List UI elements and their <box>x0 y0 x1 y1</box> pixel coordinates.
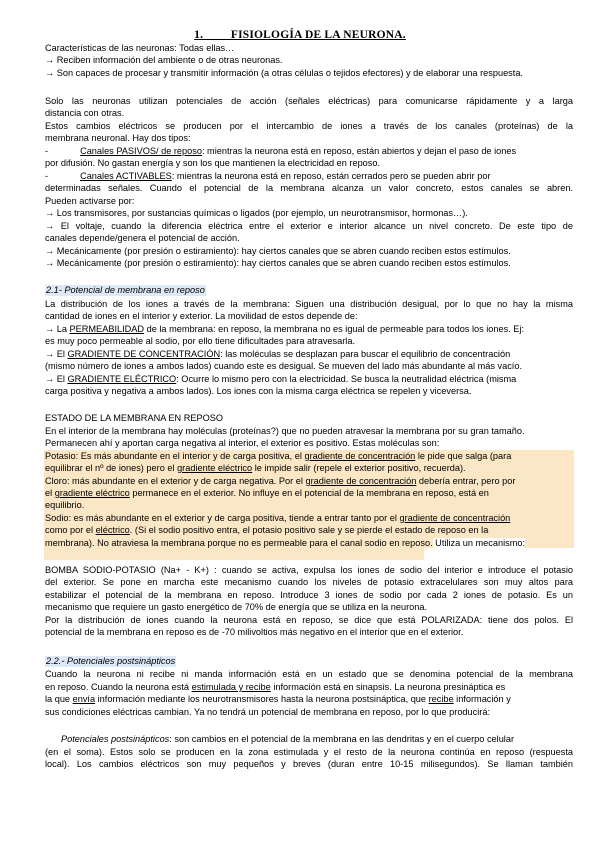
text-fragment: Potasio: Es más abundante en el interior y de carga positiva, el <box>45 451 305 461</box>
channel-passive-text: : mientras la neurona está en reposo, están abiertos y dejan el paso de iones <box>201 146 517 156</box>
text-fragment: membrana). No atraviesa la membrana porque no es permeable para el canal sodio en reposo. <box>45 538 433 548</box>
text-fragment: en reposo. Cuando la neurona está <box>45 682 192 692</box>
paragraph-line: potencial de la membrana en reposo es de -70 milivoltios más negativo en el interior que en el exterior. <box>45 627 464 637</box>
term-potenciales-postsinapticos: Potenciales postsinápticos <box>61 734 170 744</box>
text-fragment: información está en sinapsis. La neurona presináptica es <box>270 682 506 692</box>
paragraph-line: estabilizar el potencial de la membrana en reposo. Introduce 3 iones de sodio por cada 2 iones de potasio. Es un <box>45 590 573 600</box>
text-fragment: información mediante los neurotransmisores hasta la neurona postsináptica, que <box>95 694 429 704</box>
text-fragment: le pide que salga (para <box>415 451 512 461</box>
term-electrico: eléctrico <box>95 525 130 535</box>
paragraph-line <box>45 374 573 385</box>
text-fragment: información y <box>453 694 511 704</box>
term-passive-channels: Canales PASIVOS/ de reposo <box>80 146 202 156</box>
paragraph-line: → El voltaje, cuando la diferencia eléctrica entre el exterior e interior alcance un nivel concreto. De este tipo de <box>45 221 573 231</box>
subheading-estado: ESTADO DE LA MEMBRANA EN REPOSO <box>45 413 224 423</box>
text-fragment: : son cambios en el potencial de la membrana en las dendritas y en el cuerpo celular <box>169 734 515 744</box>
text-fragment: → El <box>45 349 68 359</box>
paragraph-line: BOMBA SODIO-POTASIO (Na+ - K+) : cuando se activa, expulsa los iones de sodio del interior e introduce el potasio <box>45 565 573 575</box>
term-envia: envía <box>72 694 96 704</box>
paragraph-line: mecanismo que requiere un gasto energético de 70% de energía que se utiliza en la neurona. <box>45 602 428 612</box>
channel-active-text: : mientras la neurona está en reposo, están cerrados pero se pueden abrir por <box>171 171 491 181</box>
paragraph-line: es muy poco permeable al sodio, por ello tiene dificultades para atravesarla. <box>45 336 355 346</box>
paragraph-line: distancia con otras. <box>45 108 125 118</box>
paragraph-line: sus condiciones eléctricas cambian. Ya no tendrá un potencial de membrana en reposo, por lo que producirá: <box>45 707 491 717</box>
term-active-channels: Canales ACTIVABLES <box>80 171 172 181</box>
paragraph-line: Por la distribución de iones cuando la neurona está en reposo, se dice que está POLARIZADA: tiene dos polos. El <box>45 615 573 625</box>
section-heading-2-2: 2.2.- Potenciales postsinápticos <box>46 656 176 666</box>
paragraph-line: Pueden activarse por: <box>45 196 135 206</box>
text-fragment: equilibrar el nº de iones) pero el <box>45 463 178 473</box>
paragraph-line: cantidad de iones en el interior y exterior. La movilidad de estos depende de: <box>45 311 358 321</box>
term-recibe: recibe <box>428 694 454 704</box>
cloro-line: equilibrio. <box>45 500 85 510</box>
text-fragment: → La <box>45 324 70 334</box>
paragraph-line: Estos cambios eléctricos se producen por el intercambio de iones a través de los canales (proteínas) de la <box>45 121 573 131</box>
paragraph-line: En el interior de la membrana hay moléculas (proteínas?) que no pueden atravesar la membrana por su gran tamaño. <box>45 426 525 436</box>
paragraph-line: local). Los cambios eléctricos son muy pequeños y breves (duran entre 10-15 milisegundos). Se llaman también <box>45 759 573 769</box>
paragraph-line <box>45 682 573 693</box>
paragraph-line: del exterior. Se pone en marcha este mecanismo cuando los niveles de potasio extracelulares son muy altos para <box>45 577 573 587</box>
term-permeabilidad: PERMEABILIDAD <box>69 324 145 334</box>
paragraph-line <box>45 694 573 705</box>
paragraph-line: → Los transmisores, por sustancias químicas o ligados (por ejemplo, un neurotransmisor, hormonas…). <box>45 208 468 218</box>
intro-line: → Reciben información del ambiente o de otras neuronas. <box>45 55 283 65</box>
text-fragment: : las moléculas se desplazan para buscar el equilibrio de concentración <box>220 349 511 359</box>
paragraph-line <box>45 324 573 335</box>
text-fragment: como por el <box>45 525 96 535</box>
term-gradiente-electrico: GRADIENTE ELÉCTRICO <box>67 374 177 384</box>
sodio-line <box>45 513 573 524</box>
sodio-line <box>45 525 573 536</box>
term-gradiente-concentracion: gradiente de concentración <box>304 451 416 461</box>
paragraph-line: membrana neuronal. Hay dos tipos: <box>45 133 191 143</box>
text-fragment: Cloro: más abundante en el exterior y de carga negativa. Por el <box>45 476 306 486</box>
paragraph-line: (mismo número de iones a ambos lados) cuando este es desigual. Se mueven del lado más abundante al más vacío. <box>45 361 523 371</box>
intro-line: Características de las neuronas: Todas ellas… <box>45 43 235 53</box>
channel-passive-line <box>45 146 573 157</box>
paragraph-line: canales depende/genera el potencial de acción. <box>45 233 240 243</box>
intro-line: → Son capaces de procesar y transmitir información (a otras células o tejidos efectores) y de elaborar una respuesta. <box>45 68 523 78</box>
cloro-line <box>45 476 573 487</box>
text-fragment: permanece en el exterior. No influye en el potencial de la membrana en reposo, está en <box>129 488 489 498</box>
paragraph-line: determinadas señales. Cuando el potencial de la membrana alcanza un valor concreto, estos canales se abren. <box>45 183 573 193</box>
text-fragment: Utiliza un mecanismo: <box>432 538 526 548</box>
paragraph-line: → Mecánicamente (por presión o estiramiento): hay ciertos canales que se abren cuando reciben estos estímulos. <box>45 246 511 256</box>
text-fragment: la que <box>45 694 73 704</box>
text-fragment: el <box>45 488 55 498</box>
paragraph-line: por difusión. No gastan energía y son los que mantienen la electricidad en reposo. <box>45 158 381 168</box>
paragraph-line: Cuando la neurona ni recibe ni manda información está en un estado que se denomina potencial de la membrana <box>45 669 573 679</box>
paragraph-line: (en el soma). Estos solo se producen en la zona estimulada y el resto de la neurona continúa en reposo (respuesta <box>45 747 573 757</box>
potasio-line <box>45 451 573 462</box>
paragraph-line: → Mecánicamente (por presión o estiramiento): hay ciertos canales que se abren cuando reciben estos estímulos. <box>45 258 511 268</box>
page-title: 1. FISIOLOGÍA DE LA NEURONA. <box>194 29 406 41</box>
text-fragment: Sodio: es más abundante en el exterior y de carga positiva, tiende a entrar tanto por el <box>45 513 400 523</box>
text-fragment: le impide salir (repele el exterior positivo, recuerda). <box>252 463 466 473</box>
potasio-line <box>45 463 573 474</box>
paragraph-line <box>45 349 573 360</box>
term-gradiente-concentracion: gradiente de concentración <box>399 513 511 523</box>
highlight-block <box>44 548 424 560</box>
sodio-line <box>45 538 573 549</box>
term-estimulada: estimulada y recibe <box>191 682 271 692</box>
channel-active-line <box>45 171 573 182</box>
term-gradiente-concentracion: GRADIENTE DE CONCENTRACIÓN <box>67 349 221 359</box>
section-heading-2-1: 2.1- Potencial de membrana en reposo <box>46 285 205 295</box>
text-fragment: de la membrana: en reposo, la membrana no es igual de permeable para todos los iones. Ej: <box>144 324 525 334</box>
text-fragment: . (Si el sodio positivo entra, el potasio positivo sale y se pierde el estado de reposo en la <box>129 525 489 535</box>
list-dash: - <box>45 146 49 156</box>
paragraph-line: carga positiva y negativa a ambos lados). Los iones con la misma carga eléctrica se repelen y viceversa. <box>45 386 472 396</box>
paragraph-line: La distribución de los iones a través de la membrana: Siguen una distribución desigual, por lo que no hay la misma <box>45 299 573 309</box>
text-fragment: debería entrar, pero por <box>416 476 516 486</box>
list-dash: - <box>45 171 49 181</box>
term-gradiente-electrico: gradiente eléctrico <box>177 463 253 473</box>
paragraph-line: Permanecen ahí y aportan carga negativa al interior, el exterior es positivo. Estas moléculas son: <box>45 438 440 448</box>
term-gradiente-electrico: gradiente eléctrico <box>54 488 130 498</box>
paragraph-line <box>61 734 573 745</box>
term-gradiente-concentracion: gradiente de concentración <box>305 476 417 486</box>
text-fragment: : Ocurre lo mismo pero con la electricidad. Se busca la neutralidad eléctrica (misma <box>176 374 517 384</box>
text-fragment: → El <box>45 374 68 384</box>
cloro-line <box>45 488 573 499</box>
paragraph-line: Solo las neuronas utilizan potenciales de acción (señales eléctricas) para comunicarse rápidamente y a larga <box>45 96 573 106</box>
